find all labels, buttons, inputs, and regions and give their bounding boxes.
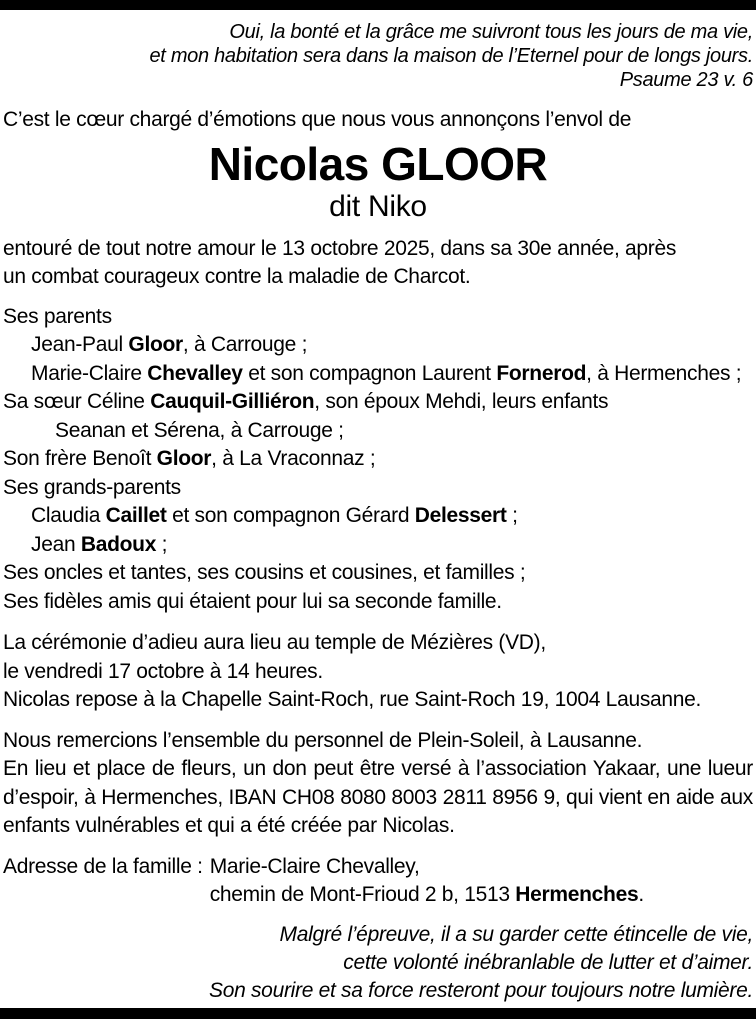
- family-line: [3, 559, 753, 588]
- family-text: , à La Vraconnaz ;: [211, 447, 376, 470]
- deceased-name: Nicolas GLOOR: [208, 137, 548, 190]
- family-surname: Caillet: [105, 504, 167, 527]
- family-text: Ses parents: [3, 304, 112, 328]
- family-text: , à Carrouge ;: [182, 333, 308, 356]
- family-surname: Cauquil-Gilliéron: [150, 390, 315, 413]
- closing-line: Son sourire et sa force resteront pour toujours notre lumière.: [208, 978, 753, 1002]
- family-line: [3, 331, 753, 360]
- death-details-line: entouré de tout notre amour le 13 octobre 2025, dans sa 30e année, après: [3, 236, 677, 260]
- family-line: [3, 417, 753, 446]
- family-line: [3, 588, 753, 617]
- death-details: [3, 235, 753, 292]
- address-line: Marie-Claire Chevalley,: [209, 854, 420, 878]
- address-value: [210, 853, 644, 910]
- top-border-bar: [0, 0, 756, 10]
- family-text: , son époux Mehdi, leurs enfants: [314, 390, 609, 413]
- family-line: [3, 303, 753, 332]
- family-text: Seanan et Sérena, à Carrouge ;: [55, 418, 344, 442]
- address-town: Hermenches: [515, 883, 639, 906]
- epigraph-line: Oui, la bonté et la grâce me suivront tous les jours de ma vie,: [229, 21, 753, 43]
- family-line: [3, 388, 753, 417]
- address-label: Adresse de la famille :: [3, 854, 203, 878]
- family-line: [3, 445, 753, 474]
- family-text: Jean: [31, 532, 81, 556]
- family-text: Ses oncles et tantes, ses cousins et cousines, et familles ;: [3, 561, 526, 584]
- family-list: [3, 303, 753, 617]
- family-line: [3, 474, 753, 503]
- closing-quote: [3, 921, 753, 1005]
- family-surname: Fornerod: [496, 361, 587, 385]
- ceremony-line: le vendredi 17 octobre à 14 heures.: [3, 659, 323, 683]
- staff-thanks-line: Nous remercions l’ensemble du personnel de Plein-Soleil, à Lausanne.: [3, 728, 643, 752]
- family-line: [3, 531, 753, 560]
- family-surname: Badoux: [80, 532, 157, 556]
- acknowledgement-section: [3, 727, 753, 841]
- family-text: Ses fidèles amis qui étaient pour lui sa seconde famille.: [3, 589, 502, 613]
- death-details-line: un combat courageux contre la maladie de Charcot.: [3, 265, 471, 288]
- family-text: , à Hermenches ;: [586, 361, 742, 385]
- family-text: Marie-Claire: [31, 361, 148, 385]
- ceremony-info: [3, 629, 753, 715]
- epigraph-attribution: Psaume 23 v. 6: [619, 69, 753, 91]
- announcement-content: [3, 10, 753, 1005]
- family-text: et son compagnon Laurent: [242, 361, 497, 385]
- family-text: et son compagnon Gérard: [166, 504, 415, 527]
- ceremony-line: La cérémonie d’adieu aura lieu au temple de Mézières (VD),: [3, 631, 546, 654]
- announcement-intro: C’est le cœur chargé d’émotions que nous vous annonçons l’envol de: [3, 108, 632, 131]
- address-street: chemin de Mont-Frioud 2 b, 1513: [209, 883, 516, 906]
- family-text: Sa sœur Céline: [3, 390, 151, 413]
- family-text: ;: [156, 532, 168, 556]
- psalm-epigraph: [3, 20, 753, 92]
- family-line: [3, 502, 753, 531]
- ceremony-line: Nicolas repose à la Chapelle Saint-Roch, rue Saint-Roch 19, 1004 Lausanne.: [3, 688, 702, 711]
- closing-line: Malgré l’épreuve, il a su garder cette étincelle de vie,: [279, 922, 753, 946]
- deceased-nickname: dit Niko: [329, 189, 427, 223]
- family-surname: Chevalley: [147, 361, 243, 385]
- family-text: Ses grands-parents: [3, 475, 181, 499]
- address-line-end: .: [638, 883, 644, 906]
- family-text: Son frère Benoît: [3, 447, 157, 470]
- family-line: [3, 360, 753, 389]
- address-line: [210, 883, 644, 906]
- closing-line: cette volonté inébranlable de lutter et d’aimer.: [343, 950, 753, 974]
- family-text: Jean-Paul: [31, 333, 129, 356]
- family-text: Claudia: [31, 504, 106, 527]
- epigraph-line: et mon habitation sera dans la maison de l’Eternel pour de longs jours.: [149, 45, 753, 67]
- family-surname: Gloor: [156, 447, 212, 470]
- bottom-border-bar: [0, 1008, 756, 1019]
- family-surname: Gloor: [128, 333, 183, 356]
- family-address: [3, 853, 753, 910]
- family-surname: Delessert: [414, 504, 507, 527]
- donation-paragraph: En lieu et place de fleurs, un don peut être versé à l’association Yakaar, une lueur d’espoir, à Hermenches, IBAN CH08 8080 8003 2811 8956 9, qui vient en aide aux enfants vulnérables et qui a été créée par Nicolas.: [3, 757, 753, 837]
- family-text: ;: [506, 504, 518, 527]
